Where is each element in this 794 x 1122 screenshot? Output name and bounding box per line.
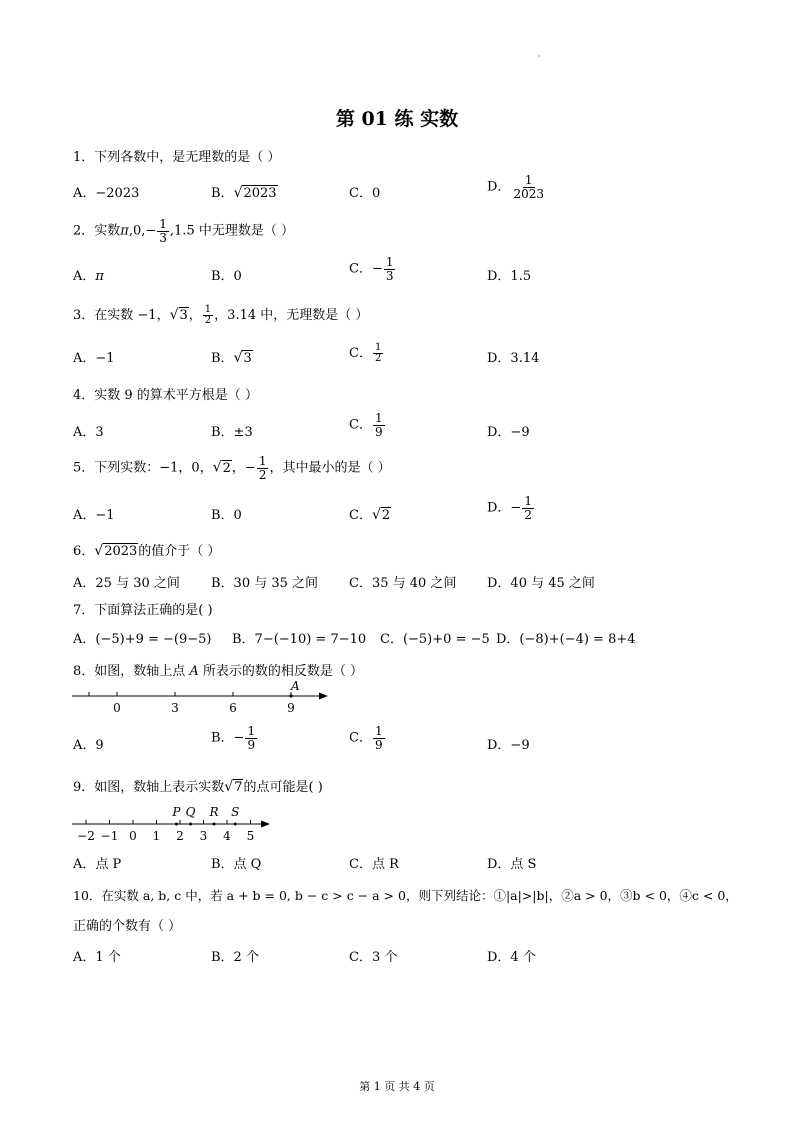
q6-option-c: C．35 与 40 之间 xyxy=(349,576,457,591)
q3-option-b: B．√3 xyxy=(211,350,252,366)
page-footer: 第 1 页 共 4 页 xyxy=(359,1080,435,1093)
question-7-stem: 7．下面算法正确的是( ) xyxy=(73,603,213,618)
q7-option-b: B．7−(−10) = 7−10 xyxy=(232,632,367,647)
question-10-stem-line1: 10．在实数 a, b, c 中，若 a + b = 0, b − c > c − a > 0，则下列结论：①|a|>|b|，②a > 0，③b < 0，④c < 0， xyxy=(73,888,738,903)
q9-point-label: R xyxy=(209,805,219,819)
q9-point-p xyxy=(175,823,178,826)
q10-option-a: A．1 个 xyxy=(73,950,121,965)
q8-point-a xyxy=(289,694,292,697)
q9-tick-label: 0 xyxy=(129,829,137,843)
q7-option-c: C．(−5)+0 = −5 xyxy=(380,632,490,647)
question-3-stem: 3．在实数 −1，√3， $\frac{1}{2}$ ，3.14 中，无理数是（ ） xyxy=(73,303,369,326)
q9-point-s xyxy=(234,823,237,826)
question-5-stem: 5．下列实数：−1，0，√2，− $\frac{1}{2}$ ，其中最小的是（ ） xyxy=(73,454,391,482)
q3-option-c: C． $\frac{1}{2}$ xyxy=(349,341,382,364)
q9-option-b: B．点 Q xyxy=(211,857,262,872)
q8-point-a-label: A xyxy=(291,679,300,693)
question-6-stem: 6．√2023的值介于（ ） xyxy=(73,543,221,559)
q9-option-a: A．点 P xyxy=(73,857,122,872)
q9-point-r xyxy=(213,823,216,826)
q1-option-d: D． $\frac{1}{2023}$ xyxy=(487,173,544,201)
q9-number-line xyxy=(70,800,275,846)
q9-tick-label: 1 xyxy=(152,829,161,843)
question-4-stem: 4．实数 9 的算术平方根是（ ） xyxy=(73,388,258,403)
q9-point-q xyxy=(189,823,192,826)
q2-option-a: A．π xyxy=(73,269,104,284)
q6-option-d: D．40 与 45 之间 xyxy=(487,576,595,591)
q5-option-b: B．0 xyxy=(211,508,242,523)
q3-option-d: D．3.14 xyxy=(487,351,540,366)
q9-point-label: P xyxy=(172,805,181,819)
q8-tick-label: 6 xyxy=(229,701,237,715)
q8-tick-label: 3 xyxy=(171,701,179,715)
q9-tick-label: 3 xyxy=(199,829,208,843)
q8-option-d: D．−9 xyxy=(487,738,530,753)
question-8-stem: 8．如图，数轴上点 A 所表示的数的相反数是（ ） xyxy=(73,664,364,679)
question-10-stem-line2: 正确的个数有（ ） xyxy=(73,919,182,934)
q5-option-d: D．− $\frac{1}{2}$ xyxy=(487,494,532,522)
question-1-stem: 1．下列各数中，是无理数的是（ ） xyxy=(73,150,281,165)
q9-tick-label: 2 xyxy=(176,829,184,843)
q8-option-a: A．9 xyxy=(73,738,104,753)
q7-option-d: D．(−8)+(−4) = 8+4 xyxy=(496,632,636,647)
q7-option-a: A．(−5)+9 = −(9−5) xyxy=(73,632,212,647)
q8-tick-label: 9 xyxy=(287,701,295,715)
q1-option-a: A．−2023 xyxy=(73,186,140,201)
q8-tick-label: 0 xyxy=(113,701,121,715)
q9-tick-label: −1 xyxy=(100,829,119,843)
q10-option-b: B．2 个 xyxy=(211,950,259,965)
q4-option-a: A．3 xyxy=(73,425,104,440)
q5-option-c: C．√2 xyxy=(349,507,391,523)
q4-option-b: B．±3 xyxy=(211,425,253,440)
q9-tick-label: 4 xyxy=(223,829,231,843)
page-title: 第 01 练 实数 xyxy=(335,108,459,130)
q9-point-label: S xyxy=(231,805,240,819)
q8-option-b: B．− $\frac{1}{9}$ xyxy=(211,724,256,752)
question-2-stem: 2．实数π,0,− $\frac{1}{3}$ ,1.5 中无理数是（ ） xyxy=(73,217,294,245)
q10-option-c: C．3 个 xyxy=(349,950,398,965)
q6-option-a: A．25 与 30 之间 xyxy=(73,576,180,591)
q9-tick-label: −2 xyxy=(77,829,95,843)
q8-axis-arrow xyxy=(319,693,328,700)
q6-option-b: B．30 与 35 之间 xyxy=(211,576,319,591)
q3-option-a: A．−1 xyxy=(73,351,115,366)
q9-tick-label: 5 xyxy=(246,829,255,843)
q10-option-d: D．4 个 xyxy=(487,950,536,965)
q4-option-d: D．−9 xyxy=(487,425,530,440)
q8-number-line xyxy=(70,678,332,718)
q8-option-c: C． $\frac{1}{9}$ xyxy=(349,724,383,752)
q2-option-b: B．0 xyxy=(211,269,242,284)
q9-option-c: C．点 R xyxy=(349,857,399,872)
q9-point-label: Q xyxy=(185,805,196,819)
q2-option-d: D．1.5 xyxy=(487,269,532,284)
q4-option-c: C． $\frac{1}{9}$ xyxy=(349,411,383,439)
q1-option-c: C．0 xyxy=(349,186,381,201)
question-9-stem: 9．如图，数轴上表示实数√7的点可能是( ) xyxy=(73,779,323,795)
q1-option-b: B．√2023 xyxy=(211,185,277,201)
q9-option-d: D．点 S xyxy=(487,857,537,872)
q2-option-c: C．− $\frac{1}{3}$ xyxy=(349,255,394,283)
scan-mark: · xyxy=(538,52,541,61)
q9-axis-arrow xyxy=(261,821,270,828)
q5-option-a: A．−1 xyxy=(73,508,115,523)
